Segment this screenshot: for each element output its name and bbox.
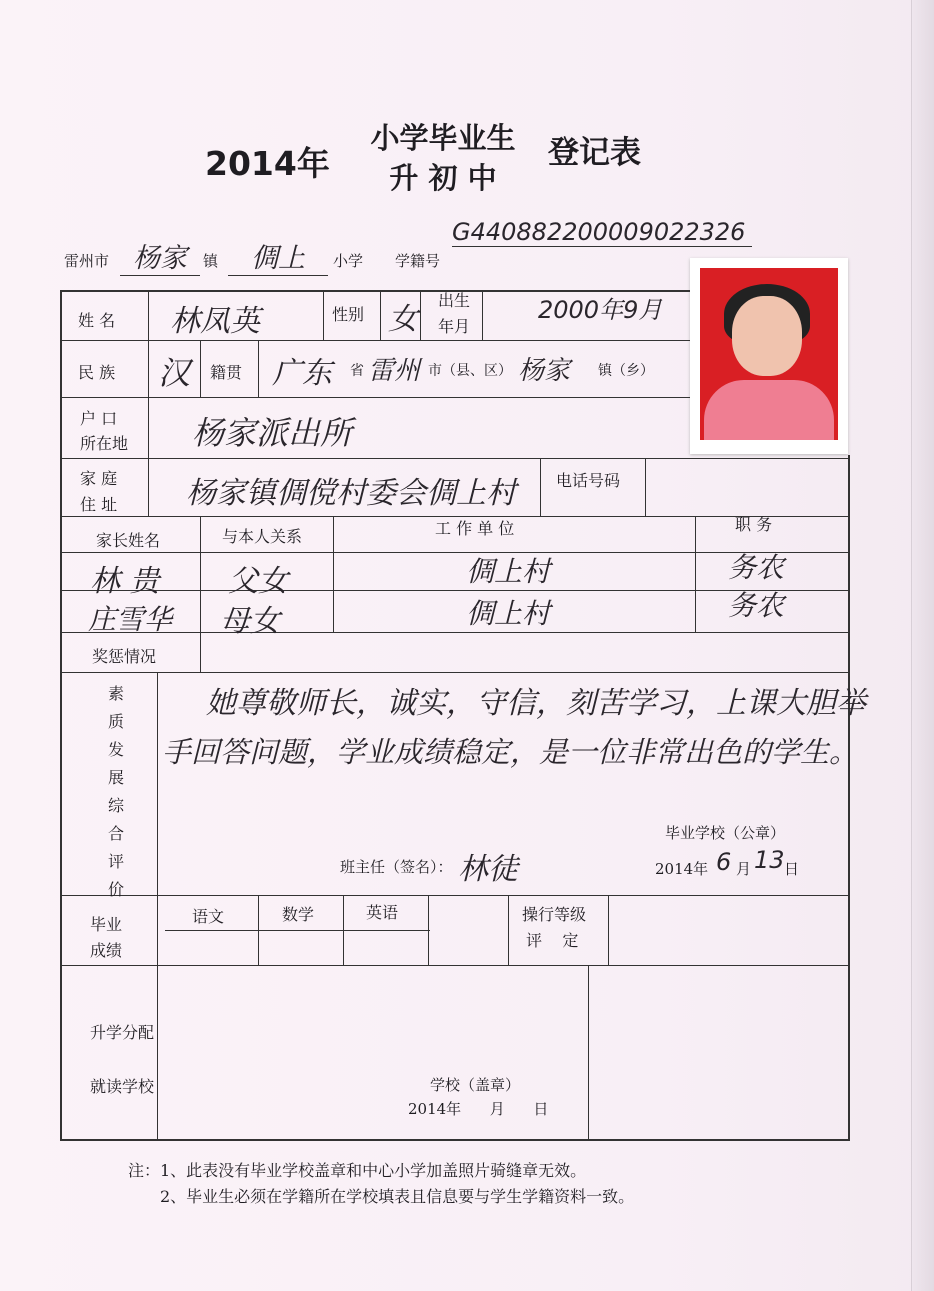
parent-1-relation: 父女 [228, 564, 288, 599]
evaluation-date-month-value: 6 [716, 848, 732, 876]
teacher-signature: 林徒 [458, 852, 518, 887]
province-label: 省 [350, 363, 364, 379]
evaluation-date-day-value: 13 [754, 846, 785, 874]
placement-seal-label: 学校（盖章） [430, 1076, 521, 1094]
ethnicity-label: 民 族 [78, 363, 116, 382]
header-town-suffix: 镇 [203, 252, 219, 270]
header-student-id-label: 学籍号 [395, 252, 441, 270]
grades-label-1: 毕业 [90, 915, 123, 934]
header-school-value: 倜上 [228, 236, 328, 276]
header-school-suffix: 小学 [333, 252, 364, 270]
address-label-2: 住 址 [80, 495, 118, 514]
title-line2: 升 初 中 [389, 161, 497, 195]
name-value: 林凤英 [170, 304, 260, 339]
parent-job-header: 职 务 [735, 515, 773, 534]
placement-label-2: 就读学校 [90, 1077, 155, 1096]
page-edge [911, 0, 934, 1291]
parent-2-name: 庄雪华 [88, 603, 173, 636]
birth-label-1: 出生 [438, 291, 471, 310]
city-value: 雷州 [368, 356, 421, 386]
hukou-value: 杨家派出所 [192, 414, 353, 452]
note-1: 注：1、此表没有毕业学校盖章和中心小学加盖照片骑缝章无效。 [128, 1161, 587, 1180]
student-photo [690, 258, 848, 454]
note-2: 2、毕业生必须在学籍所在学校填表且信息要与学生学籍资料一致。 [160, 1187, 635, 1206]
birth-value: 2000年9月 [538, 296, 663, 324]
conduct-label-1: 操行等级 [522, 905, 587, 924]
grades-label-2: 成绩 [90, 941, 123, 960]
city-label: 市（县、区） [428, 363, 512, 379]
province-value: 广东 [272, 356, 332, 391]
town-value: 杨家 [518, 356, 571, 386]
header-town-value: 杨家 [120, 236, 200, 276]
parent-workplace-header: 工 作 单 位 [435, 519, 515, 538]
header-student-id-value: G440882200009022326 [452, 218, 752, 247]
header-city: 雷州市 [64, 252, 110, 270]
name-label: 姓 名 [78, 311, 116, 330]
subject-math: 数学 [282, 905, 315, 924]
gender-value: 女 [388, 302, 418, 337]
parent-name-header: 家长姓名 [96, 531, 161, 550]
title-middle [348, 118, 538, 198]
awards-label: 奖惩情况 [92, 647, 157, 666]
address-value: 杨家镇倜傥村委会倜上村 [186, 476, 516, 511]
town-label: 镇（乡） [598, 363, 654, 379]
phone-label: 电话号码 [556, 471, 621, 490]
ethnicity-value: 汉 [158, 354, 191, 392]
native-place-label: 籍贯 [210, 363, 243, 382]
title-suffix: 登记表 [548, 135, 641, 171]
subject-chinese: 语文 [192, 907, 225, 926]
evaluation-date-year: 2014年 [655, 860, 709, 878]
parent-1-job: 务农 [728, 551, 785, 584]
parent-2-job: 务农 [728, 589, 785, 622]
evaluation-date-day: 日 [784, 860, 800, 878]
evaluation-label: 素质发展综合评价 [108, 684, 125, 899]
subject-english: 英语 [366, 903, 399, 922]
placement-date: 2014年 月 日 [408, 1100, 549, 1118]
teacher-label: 班主任（签名）： [340, 858, 453, 876]
parent-1-name: 林 贵 [90, 564, 160, 599]
parent-2-workplace: 倜上村 [466, 597, 551, 630]
parent-2-relation: 母女 [220, 604, 280, 639]
hukou-label-2: 所在地 [80, 434, 129, 453]
conduct-label-2: 评 定 [526, 931, 579, 950]
parent-relation-header: 与本人关系 [222, 527, 303, 546]
hukou-label-1: 户 口 [80, 409, 118, 428]
school-seal-label: 毕业学校（公章） [665, 824, 786, 842]
placement-label-1: 升学分配 [90, 1023, 155, 1042]
title-year: 2014年 [205, 144, 330, 183]
evaluation-text-line2: 手回答问题，学业成绩稳定，是一位非常出色的学生。 [162, 735, 859, 769]
gender-label: 性别 [332, 305, 365, 324]
address-label-1: 家 庭 [80, 469, 118, 488]
parent-1-workplace: 倜上村 [466, 555, 551, 588]
birth-label-2: 年月 [438, 317, 471, 336]
evaluation-text-line1: 她尊敬师长，诚实，守信，刻苦学习，上课大胆举 [206, 686, 866, 721]
title-line1: 小学毕业生 [370, 121, 516, 155]
evaluation-date-month: 月 [736, 860, 752, 878]
